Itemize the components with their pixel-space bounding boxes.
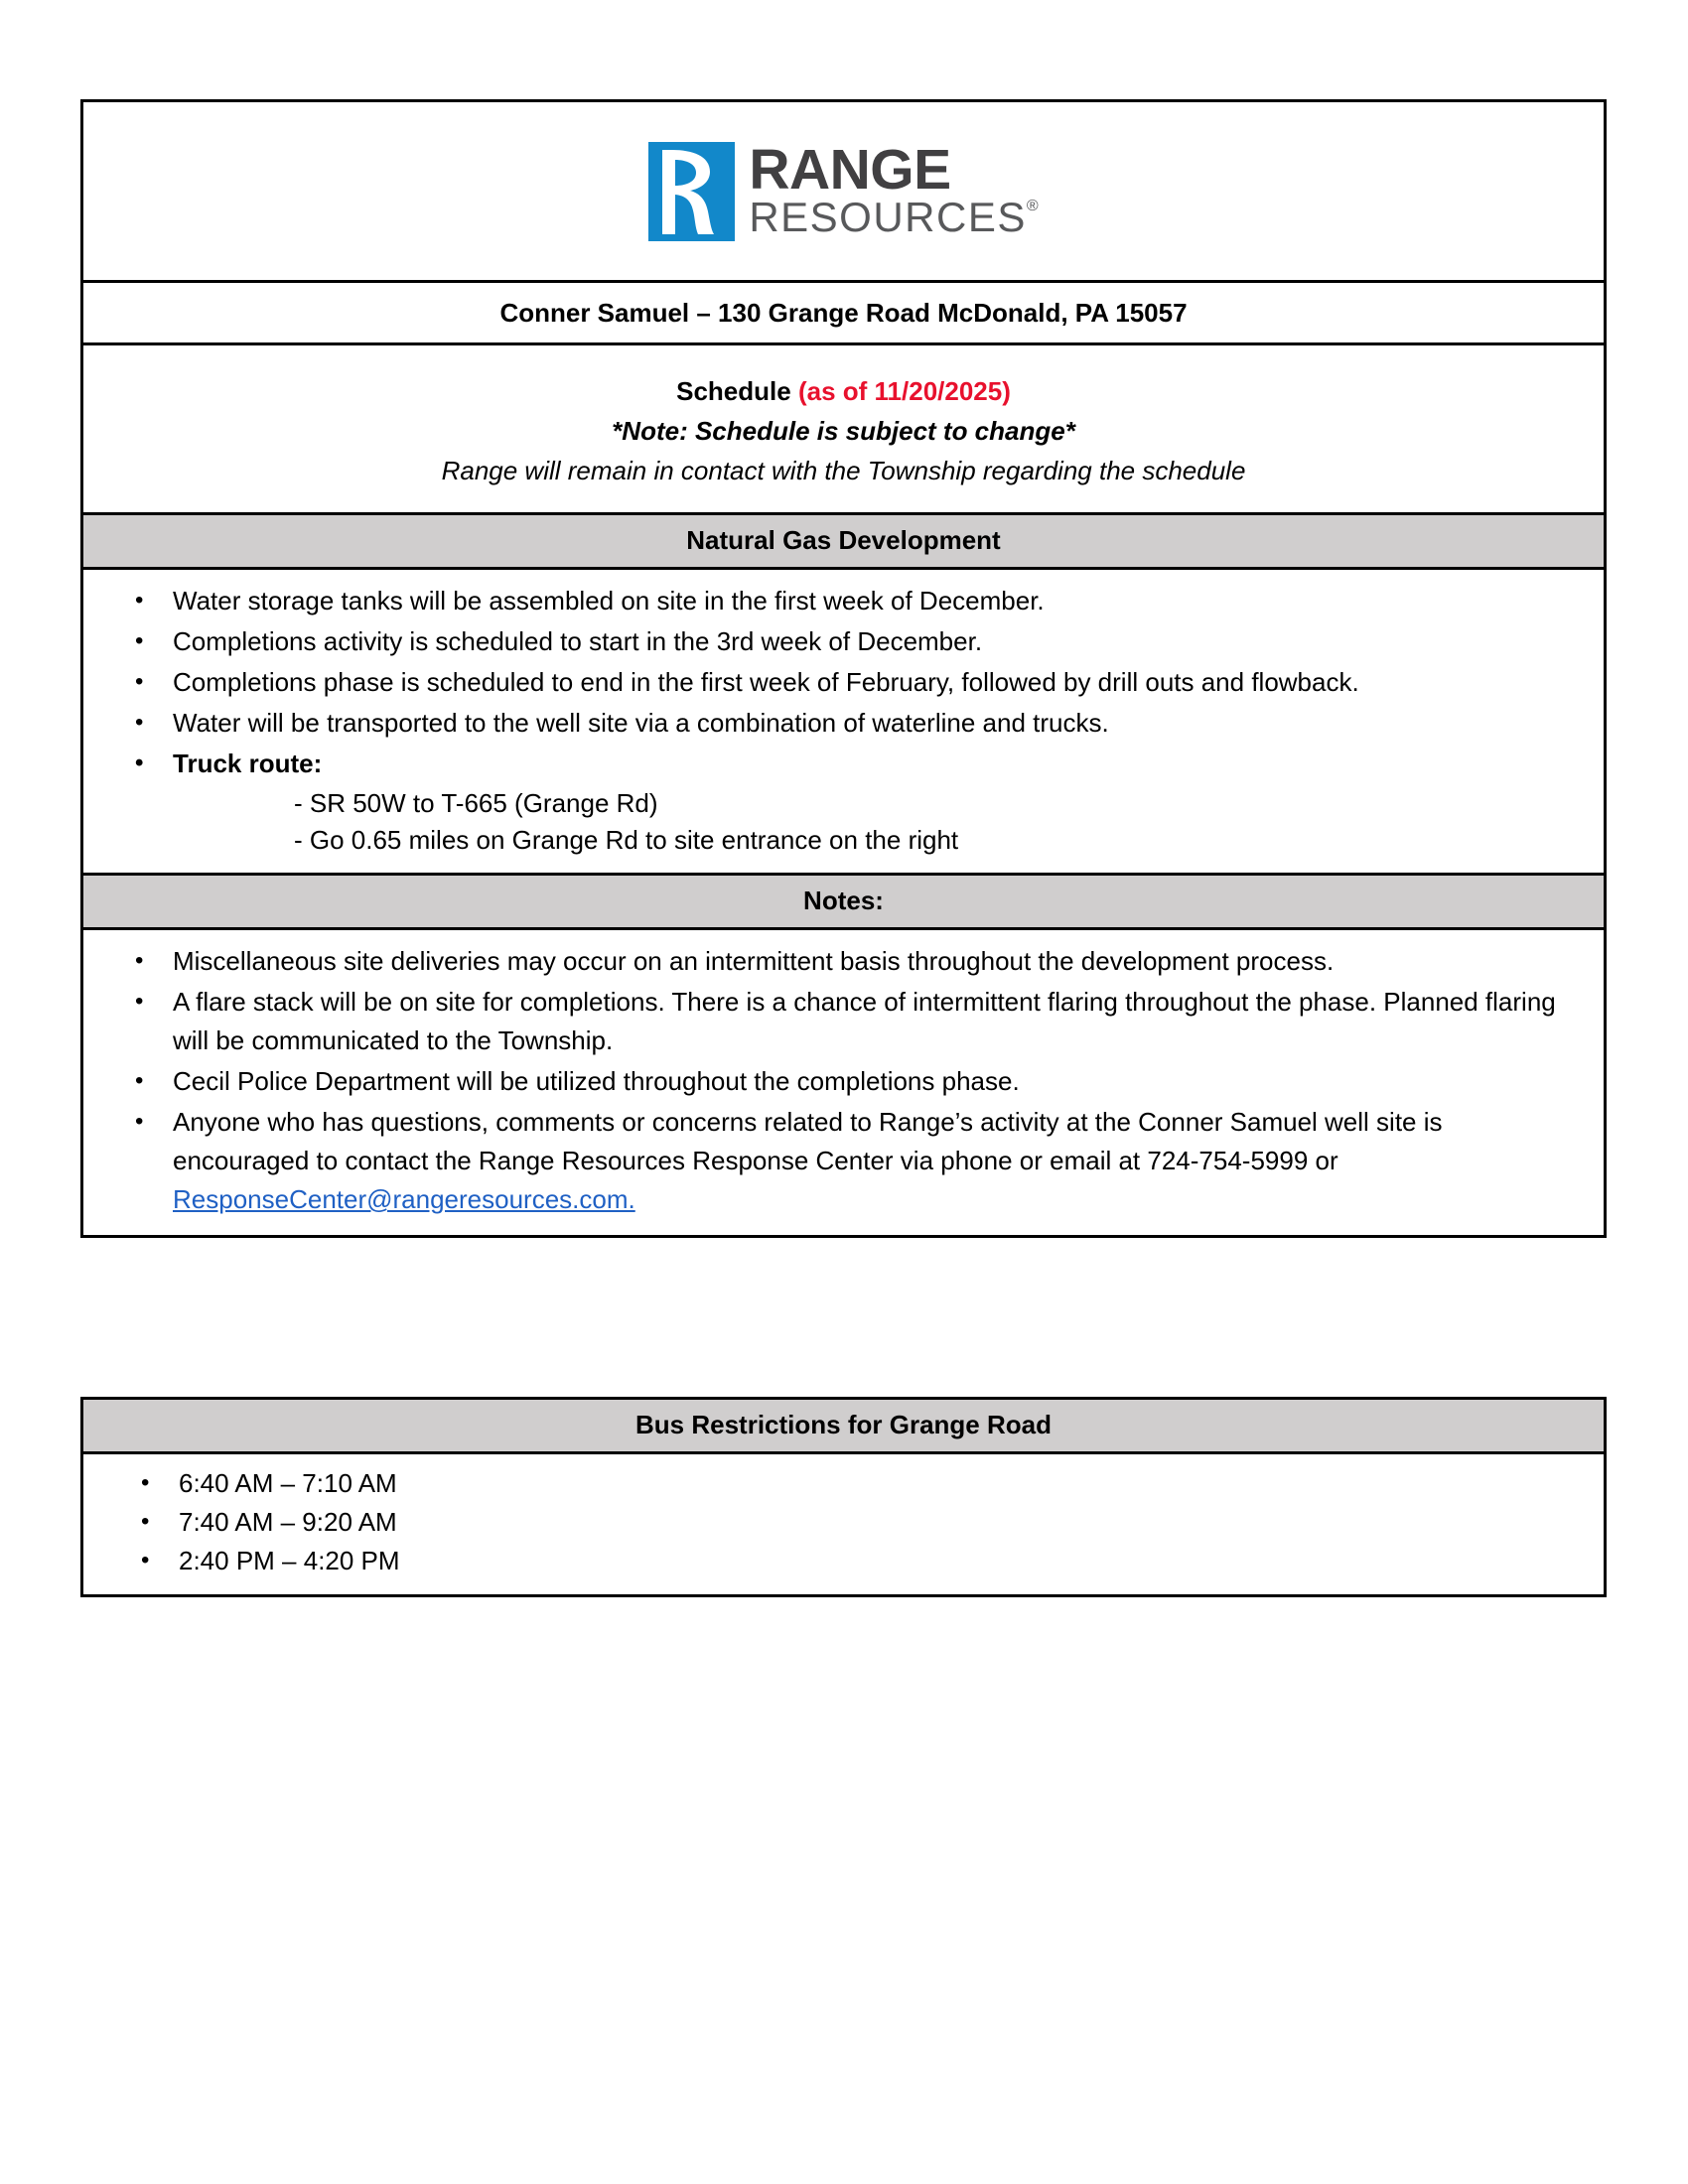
list-item: • 6:40 AM – 7:10 AM xyxy=(113,1464,1574,1503)
registered-trademark-icon: ® xyxy=(1026,197,1039,214)
list-item: • 2:40 PM – 4:20 PM xyxy=(113,1542,1574,1580)
range-r-mark-icon xyxy=(648,142,735,241)
list-item-truck-route: • Truck route: xyxy=(113,745,1574,783)
bus-restrictions-table xyxy=(80,1397,1607,1597)
logo-resources-text: RESOURCES xyxy=(749,193,1027,240)
schedule-change-note: *Note: Schedule is subject to change* xyxy=(612,416,1075,446)
page-title: Conner Samuel – 130 Grange Road McDonald, PA 15057 xyxy=(499,297,1188,328)
bus-restrictions-body xyxy=(83,1454,1604,1594)
bus-times-list xyxy=(113,1464,1574,1580)
list-item: • 7:40 AM – 9:20 AM xyxy=(113,1503,1574,1542)
schedule-contact-note: Range will remain in contact with the Township regarding the schedule xyxy=(441,456,1246,485)
development-bullet-list xyxy=(113,582,1574,783)
logo-range-text: RANGE xyxy=(749,137,951,202)
list-item: • A flare stack will be on site for completions. There is a chance of intermittent flaring throughout the phase. Planned flaring will be communicated to the Township. xyxy=(113,983,1574,1060)
natural-gas-development-body xyxy=(83,570,1604,876)
schedule-label: Schedule xyxy=(676,376,798,406)
schedule-row xyxy=(83,345,1604,515)
response-center-text: Anyone who has questions, comments or concerns related to Range’s activity at the Conner Samuel well site is encouraged to contact the Range Resources Response Center via phone or email at 724-754-5999 or xyxy=(173,1107,1443,1175)
address-row xyxy=(83,283,1604,345)
list-item: • Cecil Police Department will be utilized throughout the completions phase. xyxy=(113,1062,1574,1101)
list-item: • Completions phase is scheduled to end in the first week of February, followed by drill outs and flowback. xyxy=(113,663,1574,702)
schedule-heading xyxy=(83,371,1604,411)
list-item: • Water storage tanks will be assembled on site in the first week of December. xyxy=(113,582,1574,620)
truck-route-step-1: - SR 50W to T-665 (Grange Rd) xyxy=(294,788,658,818)
section-header-notes: Notes: xyxy=(83,876,1604,930)
truck-route-step-2: - Go 0.65 miles on Grange Rd to site entrance on the right xyxy=(294,825,959,855)
notes-body xyxy=(83,930,1604,1235)
list-item: • Miscellaneous site deliveries may occur on an intermittent basis throughout the development process. xyxy=(113,942,1574,981)
list-item: • Water will be transported to the well site via a combination of waterline and trucks. xyxy=(113,704,1574,743)
list-item: • Completions activity is scheduled to start in the 3rd week of December. xyxy=(113,622,1574,661)
logo-row xyxy=(83,102,1604,283)
notes-bullet-list xyxy=(113,942,1574,1219)
response-center-email-link[interactable]: ResponseCenter@rangeresources.com. xyxy=(173,1184,635,1214)
schedule-as-of-date: (as of 11/20/2025) xyxy=(797,376,1011,406)
section-header-natural-gas-development: Natural Gas Development xyxy=(83,515,1604,570)
main-notice-table xyxy=(80,99,1607,1238)
list-item-response-center xyxy=(113,1103,1574,1219)
logo-resources-row xyxy=(749,193,1039,240)
section-header-bus-restrictions: Bus Restrictions for Grange Road xyxy=(83,1400,1604,1454)
range-resources-logo xyxy=(648,137,1039,241)
logo-wordmark xyxy=(749,137,1039,241)
